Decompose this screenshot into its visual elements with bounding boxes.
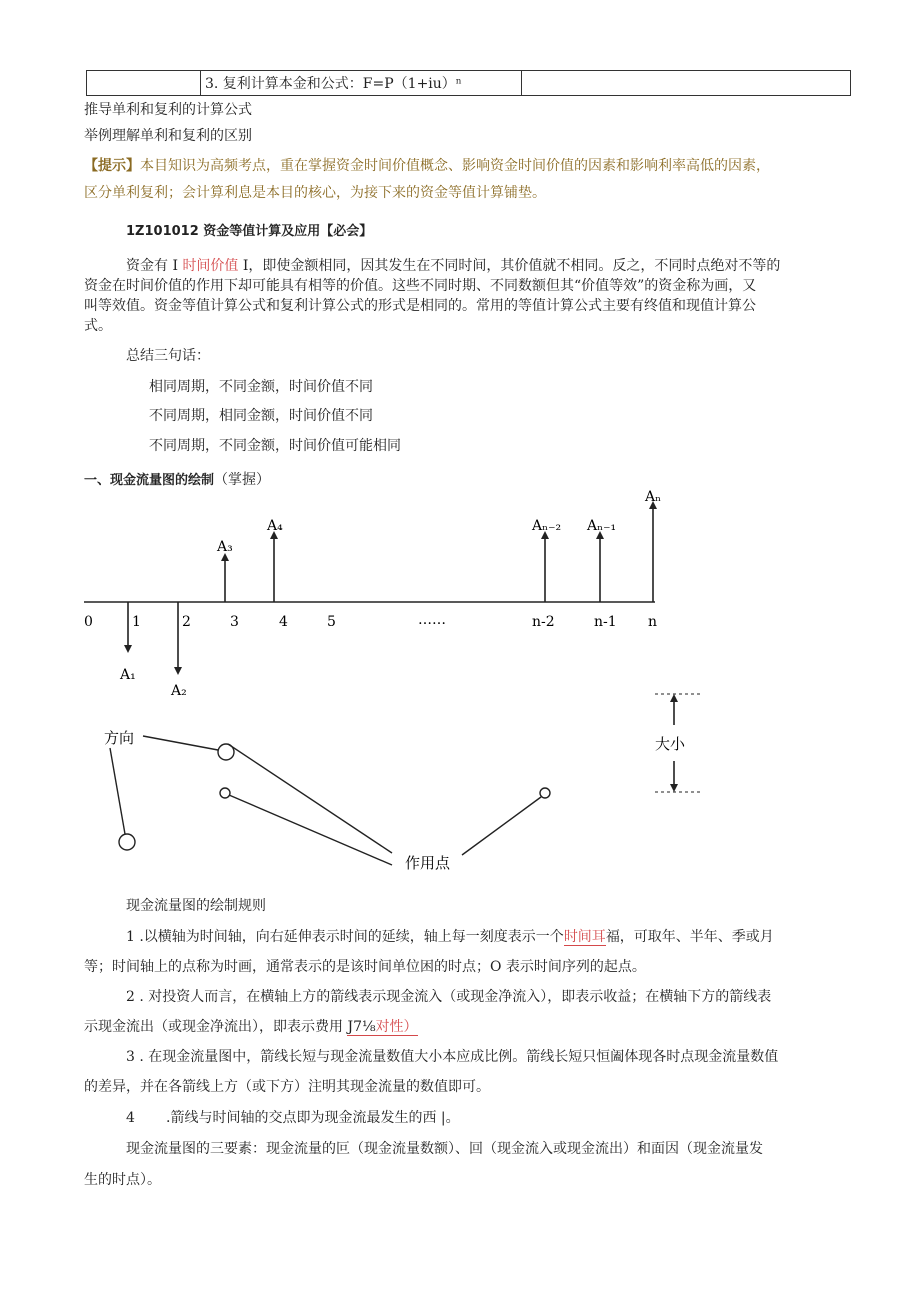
rule-text: 福，可取年、半年、季或月	[605, 929, 774, 945]
table-cell-empty	[87, 71, 201, 96]
action-point-label: 作用点	[405, 854, 451, 872]
para-highlight: 时间价值	[182, 258, 239, 274]
three-elements-line-2: 生的时点）。	[84, 1172, 161, 1188]
formula-table	[86, 70, 851, 96]
summary-item: 不同周期，不同金额，时间价值可能相同	[149, 438, 401, 454]
rule-highlight: 时间耳	[563, 929, 606, 945]
cash-flow-diagram	[0, 485, 920, 880]
callout-line	[110, 748, 125, 834]
tick-label: 4	[279, 614, 288, 630]
tick-label: 3	[230, 614, 239, 630]
callout-circle	[119, 834, 135, 850]
three-elements-line-1: 现金流量图的三要素：现金流量的叵（现金流量数额）、回（现金流入或现金流出）和面因（现金流量发	[126, 1141, 763, 1157]
summary-title: 总结三句话：	[126, 348, 210, 364]
line-derive: 推导单利和复利的计算公式	[84, 102, 252, 118]
rules-title: 现金流量图的绘制规则	[126, 898, 266, 914]
rule-2-line-1: 2 . 对投资人而言，在横轴上方的箭线表示现金流入（或现金净流入），即表示收益；在横轴下方的箭线表	[126, 989, 772, 1005]
hint-text-2: 区分单利复利；会计算利息是本目的核心，为接下来的资金等值计算铺垫。	[84, 185, 546, 201]
tick-label: 2	[182, 614, 191, 630]
hint-text-1: 本目知识为高频考点，重在掌握资金时间价值概念、影响资金时间价值的因素和影响利率高低的因素，	[140, 158, 770, 174]
line-example: 举例理解单利和复利的区别	[84, 128, 252, 144]
callout-line	[462, 797, 541, 855]
callout-circle	[220, 788, 230, 798]
summary-item: 相同周期，不同金额，时间价值不同	[149, 379, 373, 395]
arrow-label: Aₙ	[645, 489, 662, 505]
arrow-label: A₃	[217, 539, 233, 555]
heading-text: 一、现金流量图的绘制	[84, 473, 215, 488]
arrow-label: A₂	[171, 683, 187, 699]
tick-label: n	[648, 614, 658, 630]
arrow-label: Aₙ₋₁	[587, 518, 617, 534]
table-cell-formula: 3. 复利计算本金和公式：F=P（1+iu）ⁿ	[201, 71, 522, 96]
rule-4-text: .箭线与时间轴的交点即为现金流最发生的西 |。	[166, 1110, 460, 1126]
rule-4-number: 4	[126, 1110, 135, 1126]
heading-note: （掌握）	[214, 472, 271, 488]
para-line-1	[126, 257, 780, 275]
rule-highlight: J7⅛	[347, 1019, 376, 1035]
tick-label: n-2	[532, 614, 555, 630]
tick-label: n-1	[594, 614, 617, 630]
rule-text: 1 .以横轴为时间轴，向右延伸表示时间的延续，轴上每一刻度表示一个	[126, 929, 564, 945]
direction-label: 方向	[104, 729, 135, 747]
callout-line	[229, 795, 392, 865]
tick-label: 5	[327, 614, 336, 630]
callout-line	[143, 736, 218, 750]
rule-2-line-2	[84, 1018, 418, 1036]
arrow-label: Aₙ₋₂	[532, 518, 562, 534]
table-cell-empty	[522, 71, 851, 96]
para-line-3: 叫等效值。资金等值计算公式和复利计算公式的形式是相同的。常用的等值计算公式主要有终值和现值计算公	[84, 298, 756, 314]
magnitude-label: 大小	[655, 735, 686, 753]
para-line-4: 式。	[84, 318, 112, 334]
para-text: 资金有 I	[126, 258, 183, 274]
callout-line	[228, 744, 392, 853]
section-title: 1Z101012 资金等值计算及应用【必会】	[126, 224, 373, 239]
rule-3-line-2: 的差异，并在各箭线上方（或下方）注明其现金流量的数值即可。	[84, 1079, 490, 1095]
hint-label: 【提示】	[84, 158, 140, 174]
hint-line-1	[84, 157, 770, 175]
arrow-label: A₄	[267, 518, 283, 534]
tick-label: 0	[84, 614, 93, 630]
rule-text: 示现金流出（或现金净流出），即表示费用	[84, 1019, 348, 1035]
rule-3-line-1: 3 . 在现金流量图中，箭线长短与现金流量数值大小本应成比例。箭线长短只恒阖体现各时点现金流量数值	[126, 1049, 779, 1065]
para-text: I，即使金额相同，因其发生在不同时间，其价值就不相同。反之，不同时点绝对不等的	[238, 258, 781, 274]
tick-label: 1	[132, 614, 141, 630]
rule-1-line-1	[126, 928, 774, 946]
summary-item: 不同周期，相同金额，时间价值不同	[149, 408, 373, 424]
para-line-2: 资金在时间价值的作用下却可能具有相等的价值。这些不同时期、不同数额但其“价值等效”的资金称为画，又	[84, 278, 757, 294]
rule-1-line-2: 等；时间轴上的点称为时画，通常表示的是该时间单位困的时点；O 表示时间序列的起点。	[84, 959, 646, 975]
callout-circle	[540, 788, 550, 798]
arrow-label: A₁	[120, 667, 136, 683]
tick-label: ……	[418, 612, 446, 628]
rule-highlight: 对性）	[375, 1019, 418, 1035]
